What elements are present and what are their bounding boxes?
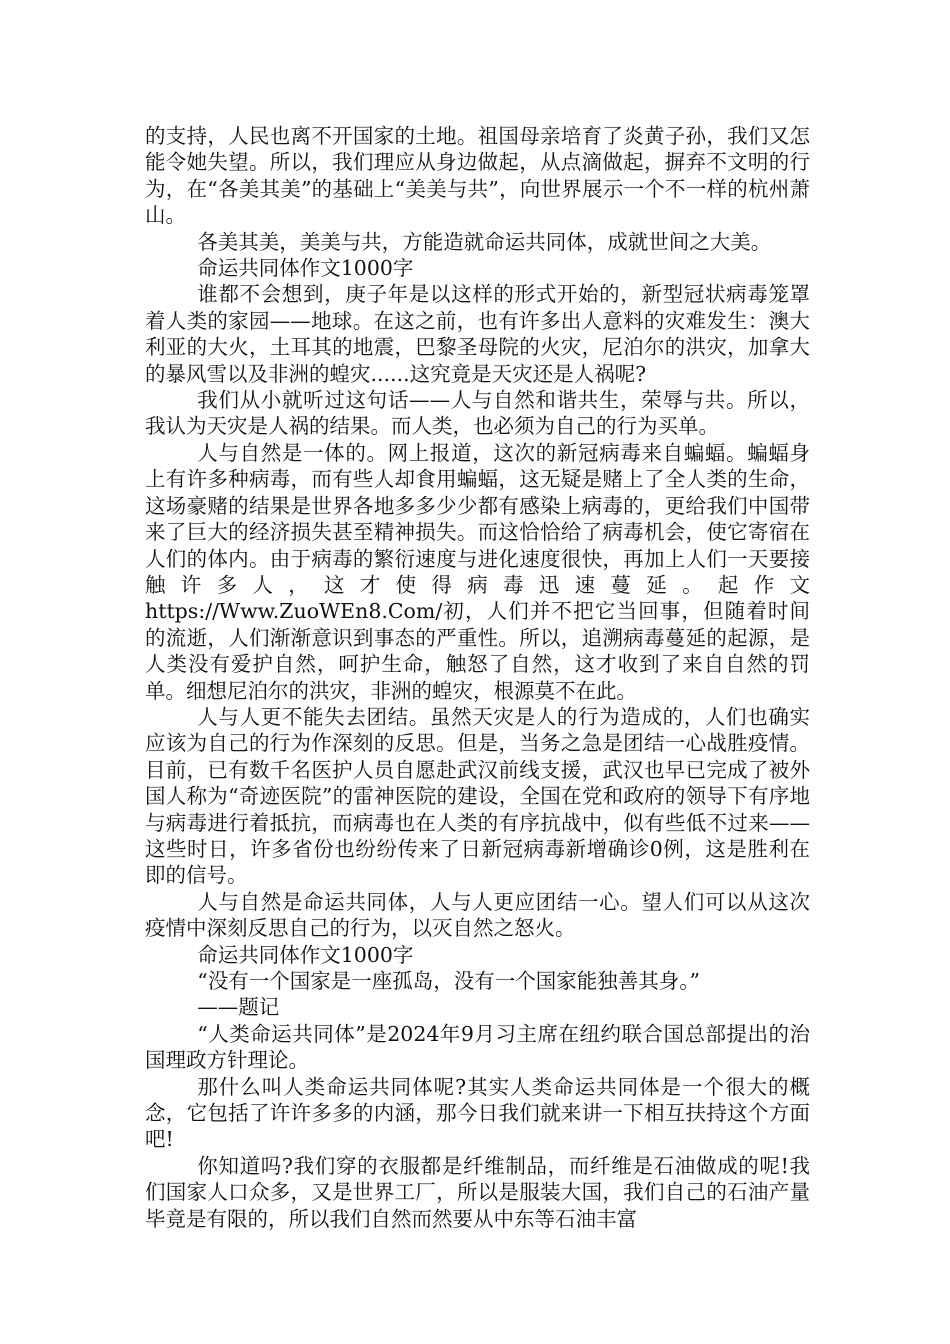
paragraph: 各美其美，美美与共，方能造就命运共同体，成就世间之大美。 — [197, 229, 772, 254]
paragraph: 谁都不会想到，庚子年是以这样的形式开始的，新型冠状病毒笼罩着人类的家园——地球。在这之前，也有许多出人意料的灾难发生：澳大利亚的大火，土耳其的地震，巴黎圣母院的火灾，尼泊尔的洪灾，加拿大的暴风雪以及非洲的蝗灾......这究竟是天灾还是人祸呢? — [145, 282, 810, 386]
paragraph: 我们从小就听过这句话——人与自然和谐共生，荣辱与共。所以，我认为天灾是人祸的结果。而人类，也必须为自己的行为买单。 — [145, 388, 810, 439]
epigraph-attribution: ——题记 — [197, 995, 280, 1020]
section-title: 命运共同体作文1000字 — [197, 256, 414, 281]
paragraph: 人与自然是命运共同体，人与人更应团结一心。望人们可以从这次疫情中深刻反思自己的行为，以灭自然之怒火。 — [145, 889, 810, 941]
paragraph: 你知道吗?我们穿的衣服都是纤维制品，而纤维是石油做成的呢!我们国家人口众多，又是世界工厂，所以是服装大国，我们自己的石油产量毕竟是有限的，所以我们自然而然要从中东等石油丰富 — [145, 1153, 810, 1231]
document-body — [145, 123, 810, 1232]
section-title: 命运共同体作文1000字 — [197, 942, 414, 967]
epigraph-quote: “没有一个国家是一座孤岛，没有一个国家能独善其身。” — [197, 969, 700, 993]
paragraph: 人与人更不能失去团结。虽然天灾是人的行为造成的，人们也确实应该为自己的行为作深刻的反思。但是，当务之急是团结一心战胜疫情。目前，已有数千名医护人员自愿赴武汉前线支援，武汉也早已完成了被外国人称为“奇迹医院”的雷神医院的建设，全国在党和政府的领导下有序地与病毒进行着抵抗，而病毒也在人类的有序抗战中，似有些低不过来——这些时日，许多省份也纷纷传来了日新冠病毒新增确诊0例，这是胜利在即的信号。 — [145, 704, 810, 888]
paragraph: 那什么叫人类命运共同体呢?其实人类命运共同体是一个很大的概念，它包括了许许多多的内涵，那今日我们就来讲一下相互扶持这个方面吧! — [145, 1074, 810, 1152]
paragraph: 的支持，人民也离不开国家的土地。祖国母亲培育了炎黄子孙，我们又怎能令她失望。所以，我们理应从身边做起，从点滴做起，摒弃不文明的行为，在“各美其美”的基础上“美美与共”，向世界展示一个不一样的杭州萧山。 — [145, 124, 810, 228]
paragraph: “人类命运共同体”是2024年9月习主席在纽约联合国总部提出的治国理政方针理论。 — [145, 1021, 810, 1073]
paragraph: 人与自然是一体的。网上报道，这次的新冠病毒来自蝙蝠。蝙蝠身上有许多种病毒，而有些人却食用蝙蝠，这无疑是赌上了全人类的生命，这场豪赌的结果是世界各地多多少少都有感染上病毒的，更给我们中国带来了巨大的经济损失甚至精神损失。而这恰恰给了病毒机会，使它寄宿在人们的体内。由于病毒的繁衍速度与进化速度很快，再加上人们一天要接触许多人，这才使得病毒迅速蔓延。起作文https://Www.ZuoWEn8.Com/初，人们并不把它当回事，但随着时间的流逝，人们渐渐意识到事态的严重性。所以，追溯病毒蔓延的起源，是人类没有爱护自然，呵护生命，触怒了自然，这才收到了来自自然的罚单。细想尼泊尔的洪灾，非洲的蝗灾，根源莫不在此。 — [145, 440, 810, 703]
